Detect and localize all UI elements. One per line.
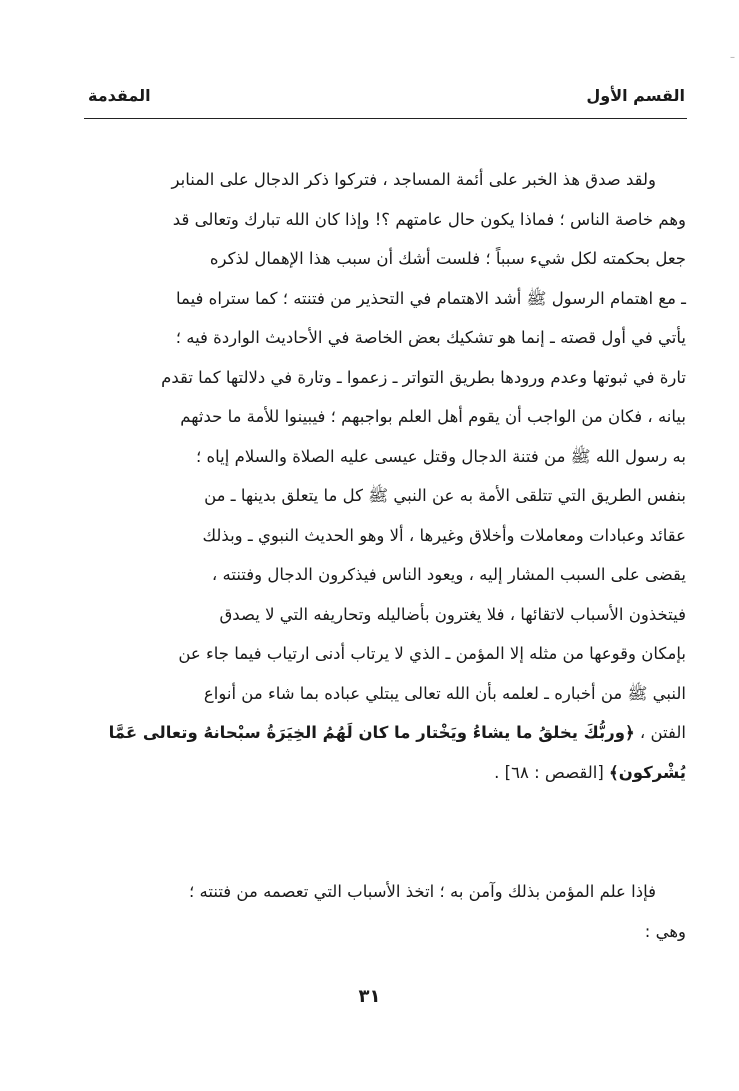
quran-verse: ﴿وربُّكَ يخلقُ ما يشاءُ ويَخْتار ما كان لَهُمُ الخِيَرَةُ سبْحانهُ وتعالى عَمَّا xyxy=(108,723,635,742)
main-paragraph xyxy=(86,160,686,792)
line-prefix: الفتن ، xyxy=(634,723,686,742)
header-section-title: القسم الأول xyxy=(586,86,685,105)
text-line: النبي ﷺ من أخباره ـ لعلمه بأن الله تعالى يبتلي عباده بما شاء من أنواع xyxy=(203,683,686,703)
second-paragraph xyxy=(86,872,686,952)
text-line: بإمكان وقوعها من مثله إلا المؤمن ـ الذي لا يرتاب أدنى ارتياب فيما جاء عن xyxy=(178,644,686,663)
text-line: ـ مع اهتمام الرسول ﷺ أشد الاهتمام في التحذير من فتنته ؛ كما ستراه فيما xyxy=(176,288,686,308)
text-line: فإذا علم المؤمن بذلك وآمن به ؛ اتخذ الأسباب التي تعصمه من فتنته ؛ xyxy=(189,882,656,901)
text-line: فيتخذون الأسباب لاتقائها ، فلا يغترون بأضاليله وتحاريفه التي لا يصدق xyxy=(219,604,686,624)
text-line: ولقد صدق هذ الخبر على أئمة المساجد ، فتركوا ذكر الدجال على المنابر xyxy=(171,170,656,189)
text-line: بيانه ، فكان من الواجب أن يقوم أهل العلم بواجبهم ؛ فيبينوا للأمة ما حدثهم xyxy=(180,407,686,426)
text-line: يأتي في أول قصته ـ إنما هو تشكيك بعض الخاصة في الأحاديث الواردة فيه ؛ xyxy=(175,328,686,347)
text-line-with-citation xyxy=(86,753,686,793)
quran-verse-end: يُشْركون﴾ xyxy=(609,762,686,782)
page-number: ٣١ xyxy=(358,986,381,1007)
running-header xyxy=(88,86,685,112)
text-line: عقائد وعبادات ومعاملات وأخلاق وغيرها ، ألا وهو الحديث النبوي ـ وبذلك xyxy=(202,525,686,545)
text-line-with-quran xyxy=(86,713,686,753)
text-line: بنفس الطريق التي تتلقى الأمة به عن النبي ﷺ كل ما يتعلق بدينها ـ من xyxy=(204,486,686,505)
quran-citation: [القصص : ٦٨] . xyxy=(494,762,610,782)
corner-mark: – xyxy=(730,52,735,63)
text-line: به رسول الله ﷺ من فتنة الدجال وقتل عيسى عليه الصلاة والسلام إياه ؛ xyxy=(196,446,686,466)
text-line: وهي : xyxy=(644,922,686,941)
text-line: وهم خاصة الناس ؛ فماذا يكون حال عامتهم ؟! وإذا كان الله تبارك وتعالى قد xyxy=(172,209,686,229)
header-divider xyxy=(84,118,687,119)
text-line: جعل بحكمته لكل شيء سبباً ؛ فلست أشك أن سبب هذا الإهمال لذكره xyxy=(209,249,686,268)
text-line: تارة في ثبوتها وعدم ورودها بطريق التواتر ـ زعموا ـ وتارة في دلالتها كما تقدم xyxy=(161,367,686,387)
header-chapter-title: المقدمة xyxy=(88,86,151,105)
text-line: يقضى على السبب المشار إليه ، ويعود الناس فيذكرون الدجال وفتنته ، xyxy=(211,565,686,584)
